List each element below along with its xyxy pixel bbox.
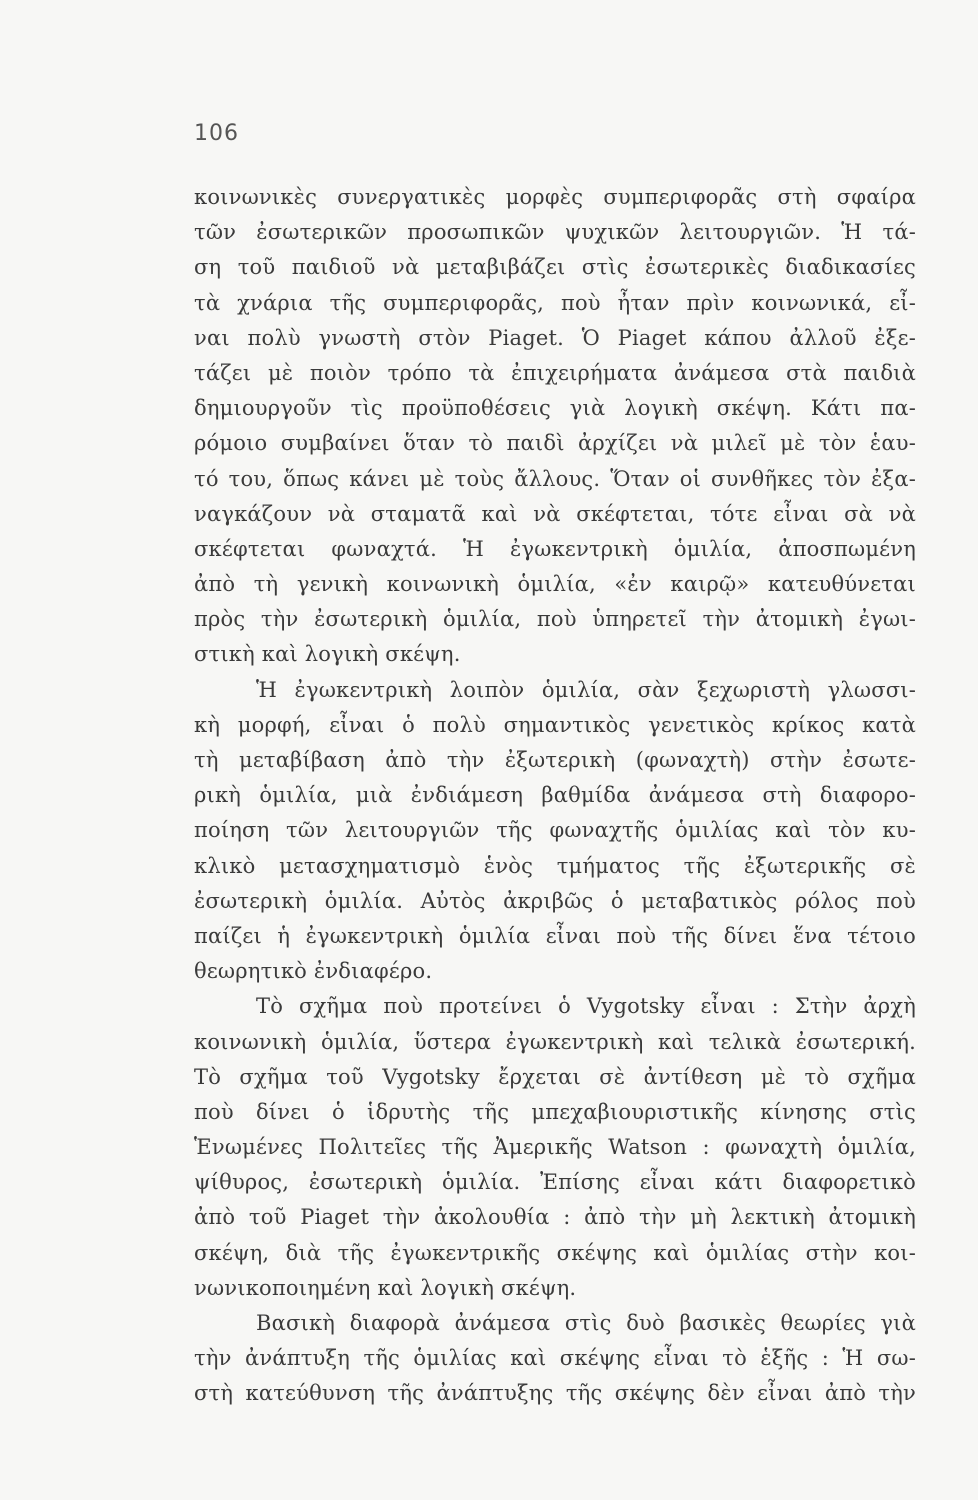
text-line: τὰ χνάρια τῆς συμπεριφορᾶς, ποὺ ἦταν πρὶν κοινωνικά, εἶ- [194, 290, 916, 315]
text-line: τὴ μεταβίβαση ἀπὸ τὴν ἐξωτερικὴ (φωναχτὴ) στὴν ἐσωτε- [194, 748, 916, 772]
text-line: πρὸς τὴν ἐσωτερικὴ ὁμιλία, ποὺ ὑπηρετεῖ τὴν ἀτομικὴ ἐγωι- [194, 607, 916, 632]
text-line: ρόμοιο συμβαίνει ὅταν τὸ παιδὶ ἀρχίζει νὰ μιλεῖ μὲ τὸν ἑαυ- [194, 431, 916, 456]
text-line: στικὴ καὶ λογικὴ σκέψη. [194, 642, 461, 667]
text-line: ση τοῦ παιδιοῦ νὰ μεταβιβάζει στὶς ἐσωτερικὲς διαδικασίες [194, 255, 916, 280]
text-line: Ἡ ἐγωκεντρικὴ λοιπὸν ὁμιλία, σὰν ξεχωριστὴ γλωσσι- [256, 677, 916, 702]
text-line: ἀπὸ τοῦ Piaget τὴν ἀκολουθία : ἀπὸ τὴν μὴ λεκτικὴ ἀτομικὴ [194, 1205, 916, 1230]
text-line: δημιουργοῦν τὶς προϋποθέσεις γιὰ λογικὴ σκέψη. Κάτι πα- [194, 396, 916, 421]
text-line: Ἑνωμένες Πολιτεῖες τῆς Ἀμερικῆς Watson : φωναχτὴ ὁμιλία, [194, 1135, 916, 1160]
text-line: τῶν ἐσωτερικῶν προσωπικῶν ψυχικῶν λειτουργιῶν. Ἡ τά- [194, 220, 916, 245]
text-line: ποίηση τῶν λειτουργιῶν τῆς φωναχτῆς ὁμιλίας καὶ τὸν κυ- [194, 818, 916, 843]
text-line: ρικὴ ὁμιλία, μιὰ ἐνδιάμεση βαθμίδα ἀνάμεσα στὴ διαφορο- [194, 783, 916, 808]
text-line: τὴν ἀνάπτυξη τῆς ὁμιλίας καὶ σκέψης εἶναι τὸ ἑξῆς : Ἡ σω- [194, 1346, 916, 1371]
text-line: κοινωνικὲς συνεργατικὲς μορφὲς συμπεριφορᾶς στὴ σφαίρα [194, 185, 916, 209]
text-line: κὴ μορφή, εἶναι ὁ πολὺ σημαντικὸς γενετικὸς κρίκος κατὰ [194, 712, 916, 737]
text-line: κοινωνικὴ ὁμιλία, ὕστερα ἐγωκεντρικὴ καὶ τελικὰ ἐσωτερική. [194, 1029, 916, 1054]
text-line: κλικὸ μετασχηματισμὸ ἑνὸς τμήματος τῆς ἐξωτερικῆς σὲ [194, 853, 916, 878]
text-line: τάζει μὲ ποιὸν τρόπο τὰ ἐπιχειρήματα ἀνάμεσα στὰ παιδιὰ [194, 360, 916, 385]
body-text [194, 180, 916, 1412]
text-line: ναγκάζουν νὰ σταματᾶ καὶ νὰ σκέφτεται, τότε εἶναι σὰ νὰ [194, 501, 916, 526]
text-line: νωνικοποιημένη καὶ λογικὴ σκέψη. [194, 1275, 577, 1300]
text-line: Βασικὴ διαφορὰ ἀνάμεσα στὶς δυὸ βασικὲς θεωρίες γιὰ [256, 1311, 916, 1335]
text-line: ποὺ δίνει ὁ ἱδρυτὴς τῆς μπεχαβιουριστικῆς κίνησης στὶς [194, 1099, 916, 1124]
text-line: σκέφτεται φωναχτά. Ἡ ἐγωκεντρικὴ ὁμιλία, ἀποσπωμένη [194, 536, 916, 561]
text-line: θεωρητικὸ ἐνδιαφέρο. [194, 959, 433, 984]
page-number: 106 [194, 121, 239, 146]
text-line: Τὸ σχῆμα τοῦ Vygotsky ἔρχεται σὲ ἀντίθεση μὲ τὸ σχῆμα [194, 1064, 916, 1089]
text-line: ναι πολὺ γνωστὴ στὸν Piaget. Ὁ Piaget κάπου ἀλλοῦ ἐξε- [194, 325, 916, 350]
text-line: ἐσωτερικὴ ὁμιλία. Αὐτὸς ἀκριβῶς ὁ μεταβατικὸς ρόλος ποὺ [194, 888, 916, 913]
text-line: σκέψη, διὰ τῆς ἐγωκεντρικῆς σκέψης καὶ ὁμιλίας στὴν κοι- [194, 1240, 916, 1265]
text-line: ἀπὸ τὴ γενικὴ κοινωνικὴ ὁμιλία, «ἐν καιρῷ» κατευθύνεται [194, 572, 916, 597]
text-line: Τὸ σχῆμα ποὺ προτείνει ὁ Vygotsky εἶναι : Στὴν ἀρχὴ [256, 994, 916, 1019]
text-line: παίζει ἡ ἐγωκεντρικὴ ὁμιλία εἶναι ποὺ τῆς δίνει ἕνα τέτοιο [194, 923, 916, 948]
text-line: ψίθυρος, ἐσωτερικὴ ὁμιλία. Ἐπίσης εἶναι κάτι διαφορετικὸ [194, 1170, 916, 1195]
text-line: στὴ κατεύθυνση τῆς ἀνάπτυξης τῆς σκέψης δὲν εἶναι ἀπὸ τὴν [194, 1381, 916, 1406]
text-line: τό του, ὅπως κάνει μὲ τοὺς ἄλλους. Ὅταν οἱ συνθῆκες τὸν ἐξα- [194, 466, 916, 491]
